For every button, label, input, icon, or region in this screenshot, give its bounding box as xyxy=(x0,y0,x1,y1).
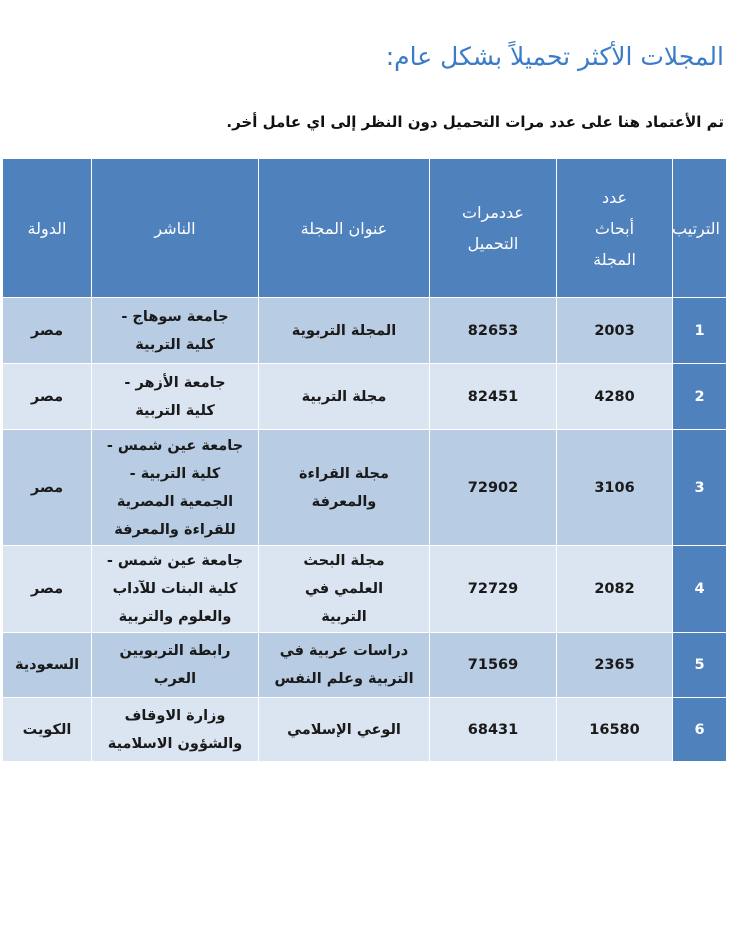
table-header-row xyxy=(3,159,727,298)
cell-publisher: رابطة التربويين العرب xyxy=(92,633,259,698)
journals-table xyxy=(2,158,727,762)
cell-downloads: 82653 xyxy=(430,298,557,364)
cell-publisher: وزارة الاوقاف والشؤون الاسلامية xyxy=(92,698,259,762)
cell-journal: مجلة القراءة والمعرفة xyxy=(259,430,430,546)
table-row xyxy=(3,430,727,546)
cell-publisher: جامعة عين شمس - كلية التربية - الجمعية المصرية للقراءة والمعرفة xyxy=(92,430,259,546)
cell-papers: 2365 xyxy=(557,633,673,698)
cell-journal: مجلة البحث العلمي في التربية xyxy=(259,546,430,633)
cell-papers: 3106 xyxy=(557,430,673,546)
cell-publisher: جامعة عين شمس - كلية البنات للآداب والعلوم والتربية xyxy=(92,546,259,633)
cell-rank: 2 xyxy=(673,364,727,430)
cell-country: مصر xyxy=(3,298,92,364)
cell-publisher: جامعة سوهاج - كلية التربية xyxy=(92,298,259,364)
cell-country: مصر xyxy=(3,546,92,633)
cell-rank: 5 xyxy=(673,633,727,698)
cell-papers: 16580 xyxy=(557,698,673,762)
cell-downloads: 72902 xyxy=(430,430,557,546)
table-row xyxy=(3,633,727,698)
page-title: المجلات الأكثر تحميلاً بشكل عام: xyxy=(385,42,724,71)
cell-country: الكويت xyxy=(3,698,92,762)
cell-journal: المجلة التربوية xyxy=(259,298,430,364)
cell-downloads: 71569 xyxy=(430,633,557,698)
cell-country: السعودية xyxy=(3,633,92,698)
table-row xyxy=(3,298,727,364)
header-publisher: الناشر xyxy=(92,159,259,298)
header-papers: عدد أبحاث المجلة xyxy=(557,159,673,298)
cell-rank: 1 xyxy=(673,298,727,364)
cell-country: مصر xyxy=(3,364,92,430)
cell-rank: 4 xyxy=(673,546,727,633)
cell-papers: 2003 xyxy=(557,298,673,364)
cell-rank: 6 xyxy=(673,698,727,762)
table-row xyxy=(3,364,727,430)
cell-downloads: 82451 xyxy=(430,364,557,430)
header-journal: عنوان المجلة xyxy=(259,159,430,298)
cell-journal: مجلة التربية xyxy=(259,364,430,430)
cell-downloads: 72729 xyxy=(430,546,557,633)
cell-papers: 2082 xyxy=(557,546,673,633)
cell-rank: 3 xyxy=(673,430,727,546)
cell-papers: 4280 xyxy=(557,364,673,430)
methodology-note: تم الأعتماد هنا على عدد مرات التحميل دون النظر إلى اي عامل أخر. xyxy=(226,113,724,131)
table-row xyxy=(3,546,727,633)
cell-country: مصر xyxy=(3,430,92,546)
table-row xyxy=(3,698,727,762)
header-downloads: عددمرات التحميل xyxy=(430,159,557,298)
header-country: الدولة xyxy=(3,159,92,298)
cell-publisher: جامعة الأزهر - كلية التربية xyxy=(92,364,259,430)
cell-journal: دراسات عربية في التربية وعلم النفس xyxy=(259,633,430,698)
cell-journal: الوعي الإسلامي xyxy=(259,698,430,762)
header-rank: الترتيب xyxy=(673,159,727,298)
cell-downloads: 68431 xyxy=(430,698,557,762)
